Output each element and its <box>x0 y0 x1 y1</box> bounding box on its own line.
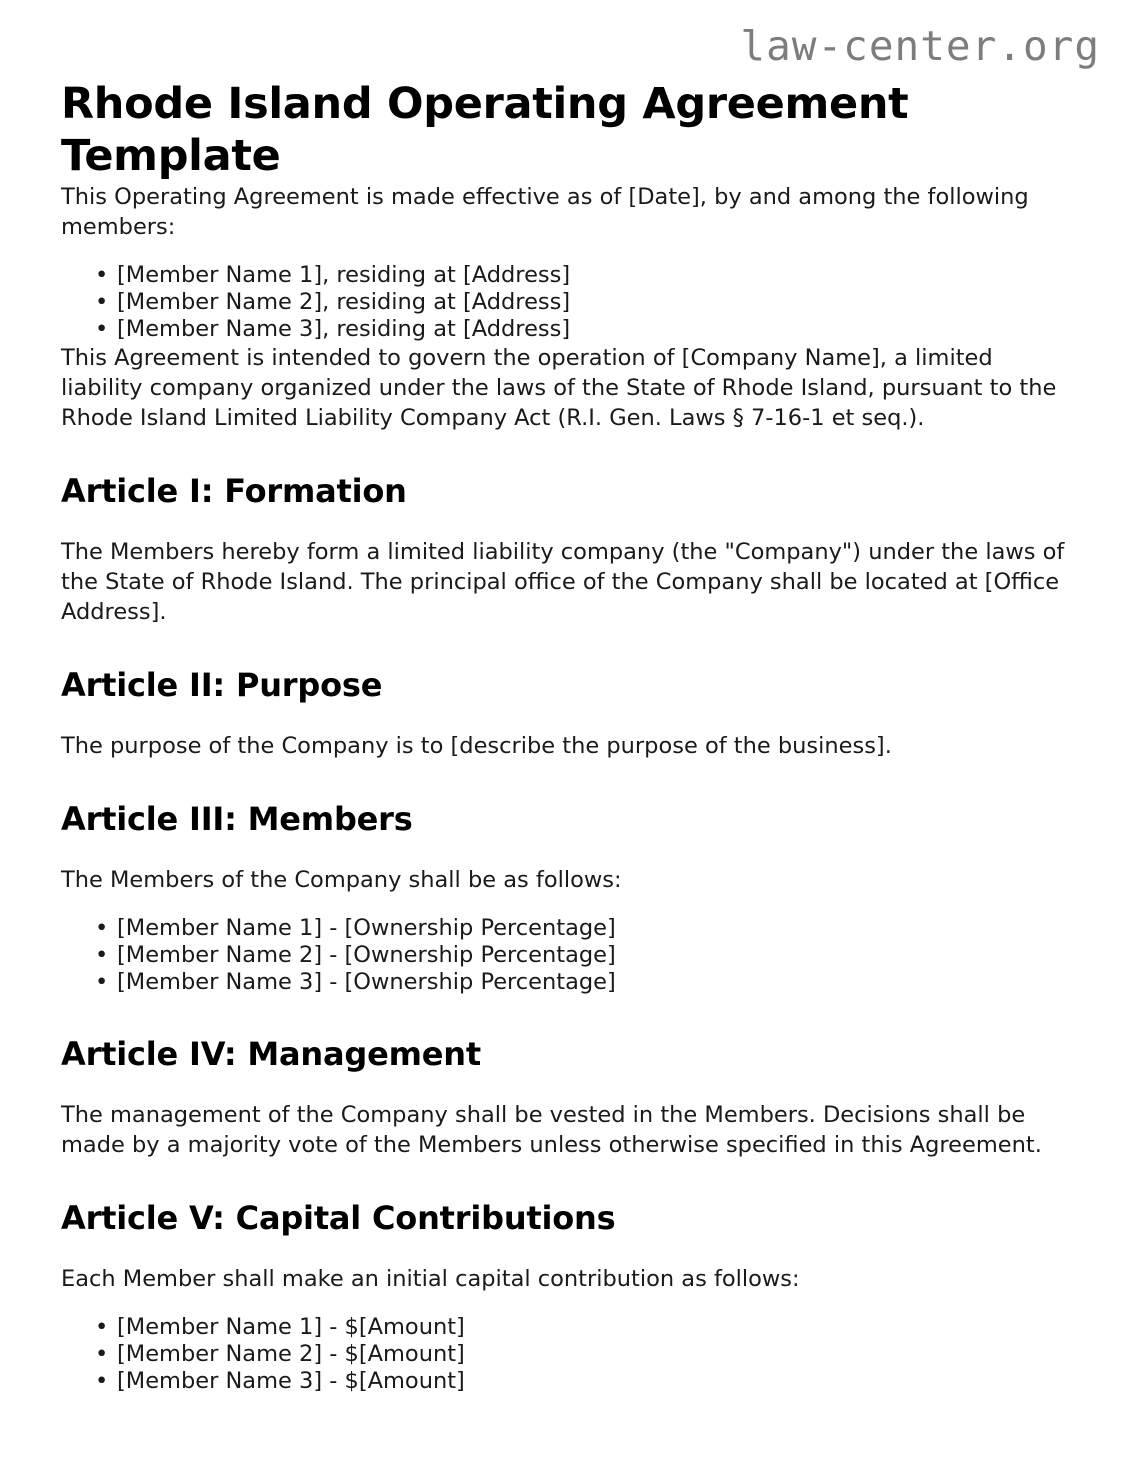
member-ownership-list <box>61 915 1072 996</box>
article-section-management <box>61 1034 1072 1160</box>
list-item: • [Member Name 2], residing at [Address] <box>61 289 1072 316</box>
article-body-v: Each Member shall make an initial capital contribution as follows: <box>61 1266 800 1292</box>
list-item: • [Member Name 2] - [Ownership Percentage] <box>61 942 1072 969</box>
article-heading-v: Article V: Capital Contributions <box>61 1199 616 1237</box>
list-item: • [Member Name 3] - [Ownership Percentage] <box>61 969 1072 996</box>
article-section-purpose <box>61 665 1072 761</box>
list-item: • [Member Name 3] - $[Amount] <box>61 1368 1072 1395</box>
capital-contribution-list <box>61 1314 1072 1395</box>
list-item: • [Member Name 1] - $[Amount] <box>61 1314 1072 1341</box>
list-item: • [Member Name 3], residing at [Address] <box>61 316 1072 343</box>
article-heading-ii: Article II: Purpose <box>61 666 383 704</box>
article-body-i: The Members hereby form a limited liability company (the "Company") under the laws of the State of Rhode Island. The principal office of the Company shall be located at [Office Address]. <box>61 539 1065 625</box>
article-section-members <box>61 799 1072 996</box>
article-heading-i: Article I: Formation <box>61 472 407 510</box>
article-body-ii: The purpose of the Company is to [describe the purpose of the business]. <box>61 733 892 759</box>
article-body-iii: The Members of the Company shall be as follows: <box>61 867 622 893</box>
site-watermark: law-center.org <box>740 22 1100 70</box>
list-item: • [Member Name 1] - [Ownership Percentage] <box>61 915 1072 942</box>
member-address-list <box>61 262 1072 343</box>
article-body-iv: The management of the Company shall be vested in the Members. Decisions shall be made by a majority vote of the Members unless otherwise specified in this Agreement. <box>61 1102 1042 1158</box>
article-heading-iv: Article IV: Management <box>61 1035 481 1073</box>
article-section-formation <box>61 471 1072 627</box>
intro-paragraph: This Operating Agreement is made effective as of [Date], by and among the following members: <box>61 184 1029 240</box>
page-title: Rhode Island Operating Agreement Template <box>61 79 909 181</box>
article-section-capital-contributions <box>61 1198 1072 1395</box>
list-item: • [Member Name 2] - $[Amount] <box>61 1341 1072 1368</box>
list-item: • [Member Name 1], residing at [Address] <box>61 262 1072 289</box>
article-heading-iii: Article III: Members <box>61 800 413 838</box>
governing-law-paragraph: This Agreement is intended to govern the operation of [Company Name], a limited liability company organized under the laws of the State of Rhode Island, pursuant to the Rhode Island Limited Liability Company Act (R.I. Gen. Laws § 7-16-1 et seq.). <box>61 345 1057 431</box>
